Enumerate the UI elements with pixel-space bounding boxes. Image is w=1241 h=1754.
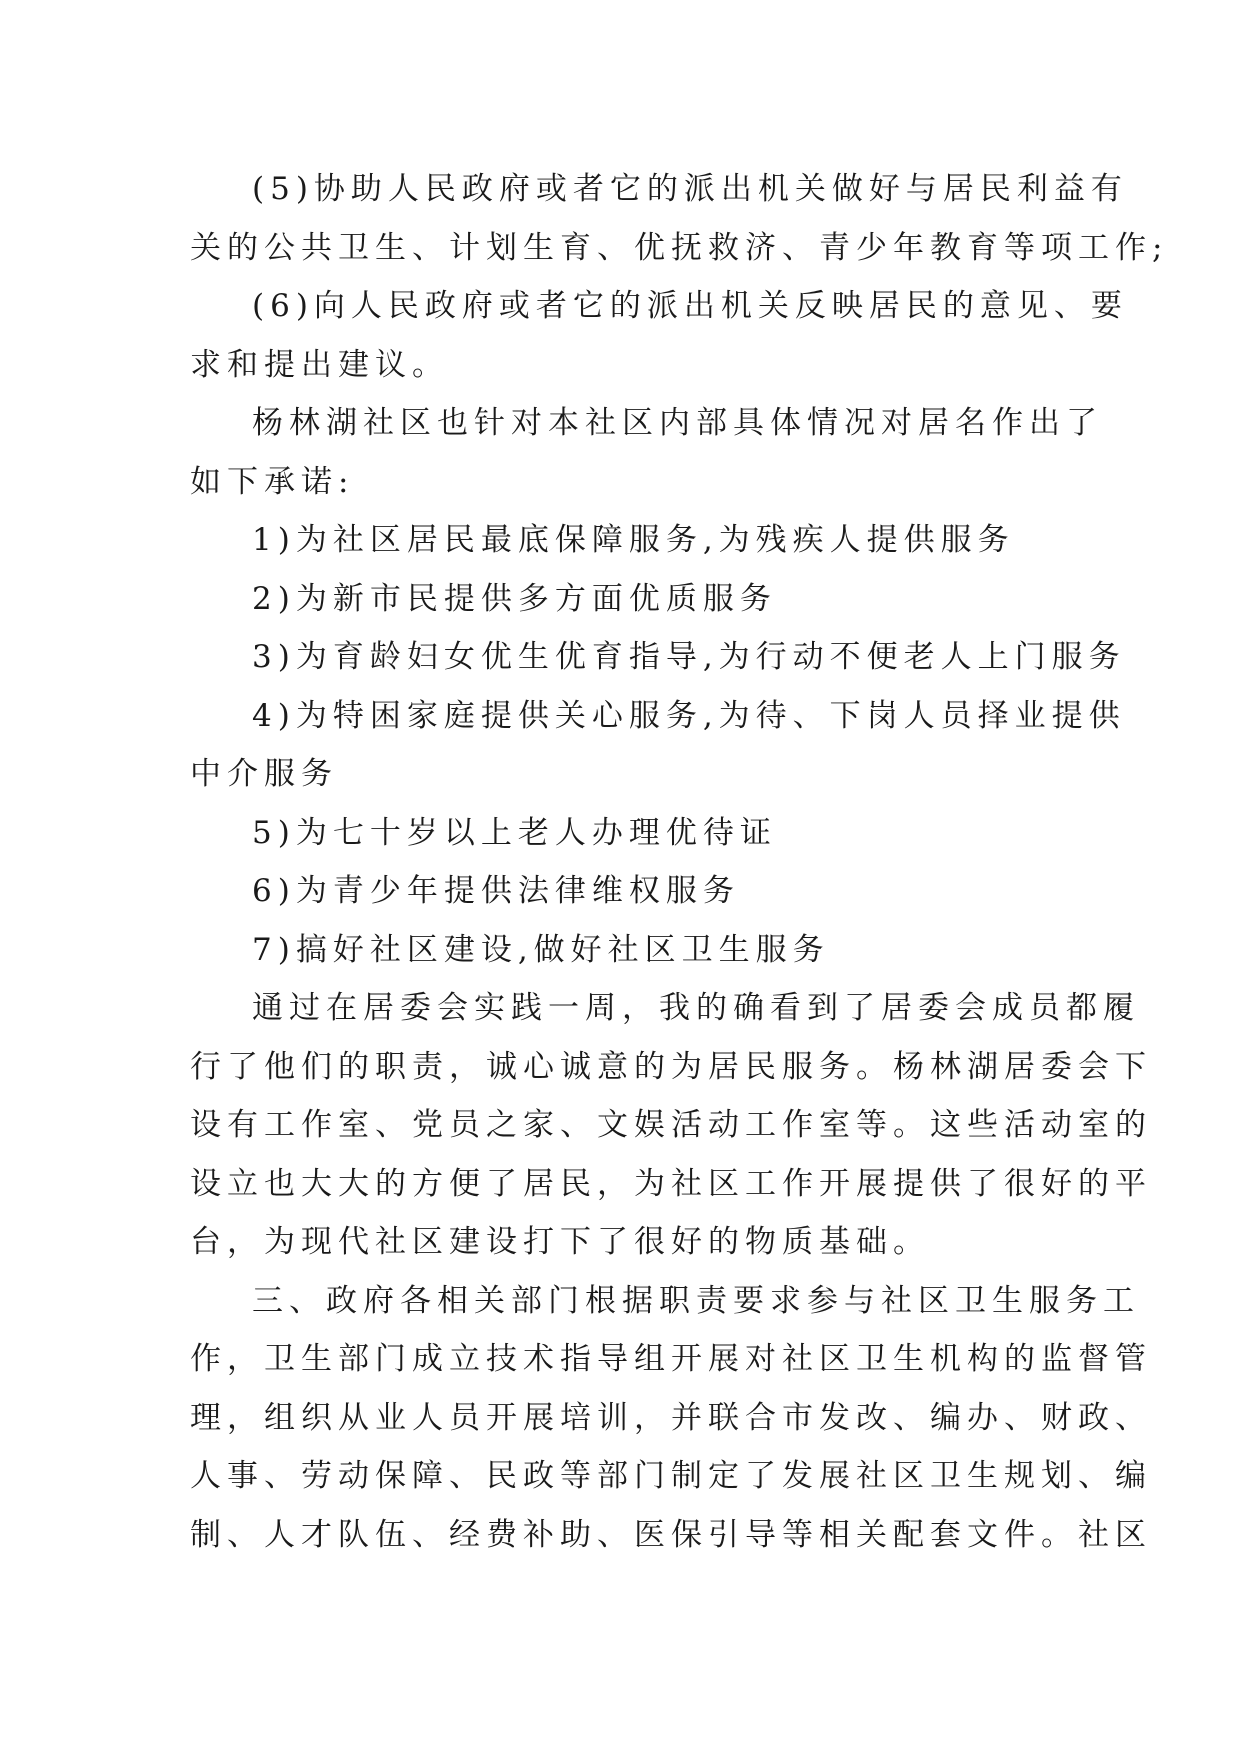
text-line: 2)为新市民提供多方面优质服务	[252, 580, 777, 617]
text-line: 求和提出建议。	[190, 346, 449, 383]
text-line: 制、人才队伍、经费补助、医保引导等相关配套文件。社区	[190, 1516, 1152, 1553]
text-line: 4)为特困家庭提供关心服务,为待、下岗人员择业提供	[252, 697, 1126, 734]
text-line: 行了他们的职责，诚心诚意的为居民服务。杨林湖居委会下	[190, 1048, 1152, 1085]
text-line: 5)为七十岁以上老人办理优待证	[252, 814, 777, 851]
text-line: 1)为社区居民最底保障服务,为残疾人提供服务	[252, 522, 1015, 558]
text-line: (5)协助人民政府或者它的派出机关做好与居民利益有	[252, 171, 1128, 207]
text-line: 人事、劳动保障、民政等部门制定了发展社区卫生规划、编	[190, 1458, 1152, 1494]
text-line: 7)搞好社区建设,做好社区卫生服务	[252, 931, 830, 968]
text-line: (6)向人民政府或者它的派出机关反映居民的意见、要	[252, 288, 1128, 324]
text-line: 通过在居委会实践一周，我的确看到了居委会成员都履	[252, 990, 1140, 1026]
text-line: 3)为育龄妇女优生优育指导,为行动不便老人上门服务	[252, 639, 1126, 675]
text-line: 中介服务	[190, 756, 338, 792]
text-line: 杨林湖社区也针对本社区内部具体情况对居名作出了	[252, 405, 1103, 441]
text-line: 理，组织从业人员开展培训，并联合市发改、编办、财政、	[190, 1399, 1152, 1436]
text-line: 台，为现代社区建设打下了很好的物质基础。	[190, 1224, 930, 1260]
text-line: 如下承诺:	[190, 463, 355, 500]
document-body	[190, 160, 1169, 1564]
text-line: 三、政府各相关部门根据职责要求参与社区卫生服务工	[252, 1282, 1140, 1319]
text-line: 设立也大大的方便了居民，为社区工作开展提供了很好的平	[190, 1165, 1152, 1202]
text-line: 6)为青少年提供法律维权服务	[252, 873, 740, 909]
text-line: 关的公共卫生、计划生育、优抚救济、青少年教育等项工作;	[190, 229, 1169, 266]
text-line: 设有工作室、党员之家、文娱活动工作室等。这些活动室的	[190, 1107, 1152, 1143]
text-line: 作，卫生部门成立技术指导组开展对社区卫生机构的监督管	[190, 1341, 1152, 1377]
